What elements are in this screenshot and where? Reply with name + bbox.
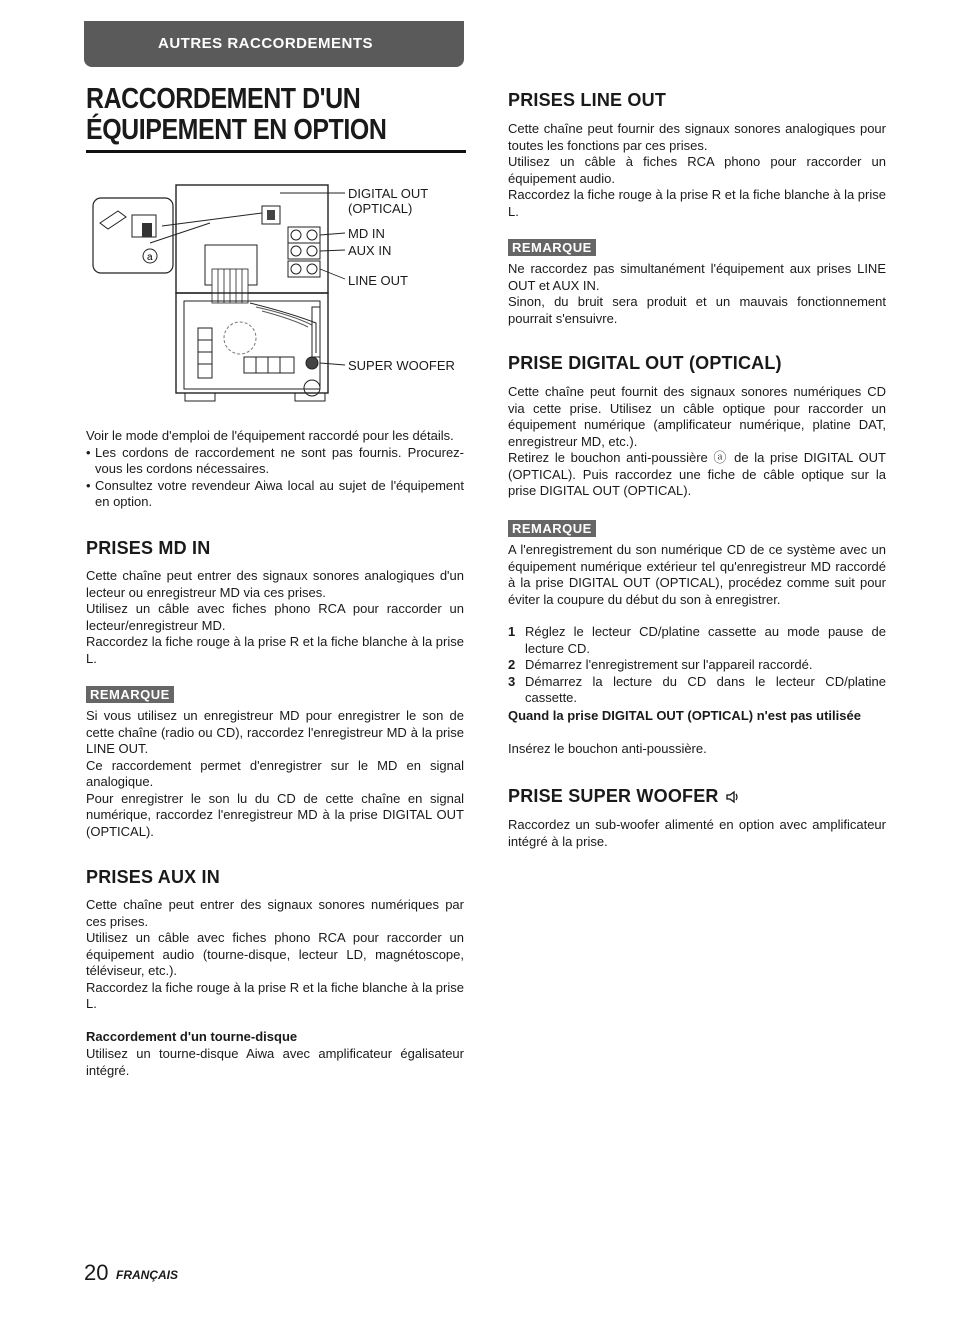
page-number: 20 bbox=[84, 1260, 109, 1285]
label-super-woofer: SUPER WOOFER bbox=[348, 358, 455, 373]
md-in-body: Cette chaîne peut entrer des signaux sonores analogiques d'un lecteur ou enregistreur MD via ces prises. Utilisez un câble avec fiches phono RCA pour raccorder un lecteur/enregistreur MD. Raccordez la fiche rouge à la prise R et la fiche blanche à la prise L. bbox=[86, 568, 464, 666]
title-line-2: ÉQUIPEMENT EN OPTION bbox=[86, 114, 387, 146]
intro-block bbox=[86, 428, 464, 511]
not-used-text: Insérez le bouchon anti-poussière. bbox=[508, 741, 707, 756]
digital-out-body: Cette chaîne peut fournit des signaux sonores numériques CD via cette prise. Utilisez un câble optique pour raccorder un équipement numérique (amplificateur numérique, platine DAT, enregistreur MD, etc.). Retirez le bouchon anti-poussière ⓐ de la prise DIGITAL OUT (OPTICAL). Puis raccordez une fiche de câble optique sur la prise DIGITAL OUT (OPTICAL). bbox=[508, 384, 886, 498]
heading-aux-in: PRISES AUX IN bbox=[86, 867, 220, 887]
line-out-notes: Ne raccordez pas simultanément l'équipement aux prises LINE OUT et AUX IN. Sinon, du bruit sera produit et un mauvais fonctionnement pourrait s'ensuivre. bbox=[508, 261, 886, 326]
subheading-turntable: Raccordement d'un tourne-disque bbox=[86, 1029, 298, 1044]
speaker-icon bbox=[725, 789, 741, 805]
subheading-not-used: Quand la prise DIGITAL OUT (OPTICAL) n'est pas utilisée bbox=[508, 708, 861, 723]
heading-md-in: PRISES MD IN bbox=[86, 538, 211, 558]
label-aux-in: AUX IN bbox=[348, 243, 392, 258]
digital-out-note: A l'enregistrement du son numérique CD de ce système avec un équipement numérique extérieur tel qu'enregistreur MD raccordé à la prise DIGITAL OUT (OPTICAL), procédez comme suit pour éviter la coupure du début du son à enregistrer. bbox=[508, 542, 886, 607]
list-item: • Les cordons de raccordement ne sont pas fournis. Procurez-vous les cordons nécessaires. bbox=[86, 444, 464, 476]
aux-in-body: Cette chaîne peut entrer des signaux sonores numériques par ces prises. Utilisez un câble avec fiches phono RCA pour raccorder un équipement audio (tourne-disque, lecteur LD, magnétoscope, téléviseur, etc.). Raccordez la fiche rouge à la prise R et la fiche blanche à la prise L. bbox=[86, 897, 464, 1011]
md-in-notes: Si vous utilisez un enregistreur MD pour enregistrer le son de cette chaîne (radio ou CD), raccordez l'enregistreur MD à la prise LINE OUT. Ce raccordement permet d'enregistrer sur le MD en signal analogique. Pour enregistrer le son lu du CD de cette chaîne en signal numérique, raccordez l'enregistreur MD à la prise DIGITAL OUT (OPTICAL). bbox=[86, 708, 464, 839]
banner-text: AUTRES RACCORDEMENTS bbox=[158, 35, 374, 52]
label-line-out: LINE OUT bbox=[348, 273, 408, 288]
label-md-in: MD IN bbox=[348, 226, 385, 241]
svg-text:a: a bbox=[147, 252, 153, 263]
digital-out-steps bbox=[508, 624, 886, 707]
remarque-badge-digital: REMARQUE bbox=[508, 520, 596, 538]
line-out-body: Cette chaîne peut fournir des signaux sonores analogiques pour toutes les fonctions par ces prises. Utilisez un câble à fiches RCA phono pour raccorder un équipement audio. Raccordez la fiche rouge à la prise R et la fiche blanche à la prise L. bbox=[508, 121, 886, 219]
section-banner bbox=[84, 21, 464, 67]
heading-super-woofer: PRISE SUPER WOOFER bbox=[508, 786, 741, 807]
list-item: 2 Démarrez l'enregistrement sur l'appareil raccordé. bbox=[508, 657, 813, 672]
device-rear-illustration bbox=[90, 183, 470, 408]
super-woofer-text: Raccordez un sub-woofer alimenté en option avec amplificateur intégré à la prise. bbox=[508, 817, 886, 849]
title-line-1: RACCORDEMENT D'UN bbox=[86, 83, 361, 115]
label-digital-out: DIGITAL OUT (OPTICAL) bbox=[348, 186, 429, 216]
turntable-text: Utilisez un tourne-disque Aiwa avec amplificateur égalisateur intégré. bbox=[86, 1046, 464, 1078]
list-item: 1 Réglez le lecteur CD/platine cassette au mode pause de lecture CD. bbox=[508, 624, 886, 656]
heading-line-out: PRISES LINE OUT bbox=[508, 90, 667, 110]
title-rule bbox=[86, 150, 466, 153]
page-language: FRANÇAIS bbox=[116, 1268, 178, 1282]
heading-digital-out: PRISE DIGITAL OUT (OPTICAL) bbox=[508, 353, 782, 373]
remarque-badge-line-out: REMARQUE bbox=[508, 239, 596, 257]
connection-diagram bbox=[90, 183, 470, 408]
list-item: • Consultez votre revendeur Aiwa local au sujet de l'équipement en option. bbox=[86, 477, 464, 509]
page-title bbox=[86, 84, 413, 146]
remarque-badge-md: REMARQUE bbox=[86, 686, 174, 704]
intro-text: Voir le mode d'emploi de l'équipement raccordé pour les détails. bbox=[86, 428, 454, 443]
list-item: 3 Démarrez la lecture du CD dans le lecteur CD/platine cassette. bbox=[508, 673, 886, 705]
